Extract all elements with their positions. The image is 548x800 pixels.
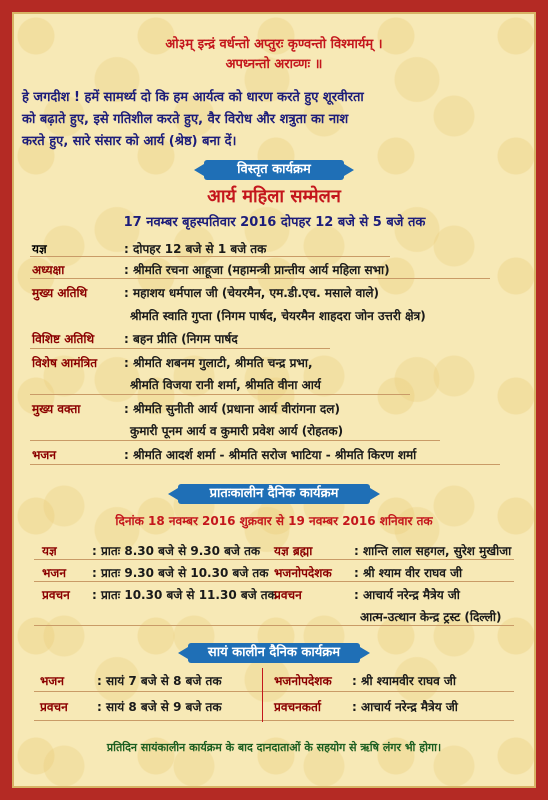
s1-row-1-text: : श्रीमति रचना आहूजा (महामन्त्री प्रान्तीय आर्य महिला सभा): [124, 263, 390, 277]
s1-row-9-text: : श्रीमति आदर्श शर्मा - श्रीमति सरोज भाटिया - श्रीमति किरण शर्मा: [124, 448, 417, 462]
s2-right-2-text: : आचार्य नरेन्द्र मैत्रेय जी: [354, 588, 460, 602]
divider: [34, 625, 514, 626]
s3-left-1-label: प्रवचन: [40, 700, 68, 714]
s2-right-0-text: : शान्ति लाल सहगल, सुरेश मुखीजा: [354, 544, 512, 558]
s1-row-8-text: कुमारी पूनम आर्य व कुमारी प्रवेश आर्य (रोहतक): [130, 424, 344, 438]
divider: [30, 464, 500, 465]
divider: [30, 440, 440, 441]
section1-date: 17 नवम्बर बृहस्पतिवार 2016 दोपहर 12 बजे से 5 बजे तक: [123, 215, 426, 230]
s2-left-0-label: यज्ञ: [42, 544, 57, 558]
s1-row-5-text: : श्रीमति शबनम गुलाटी, श्रीमति चन्द्र प्रभा,: [124, 356, 313, 370]
divider: [34, 559, 514, 560]
intro-line-1: हे जगदीश ! हमें सामर्थ्य दो कि हम आर्यत्व को धारण करते हुए शूरवीरता: [22, 90, 364, 105]
section1-title: आर्य महिला सम्मेलन: [207, 186, 341, 207]
s3-right-1-label: प्रवचनकर्ता: [274, 700, 321, 714]
s1-row-7-label: मुख्य वक्ता: [32, 402, 81, 416]
s1-row-4-text: : बहन प्रीति (निगम पार्षद: [124, 332, 238, 346]
s1-row-0-text: : दोपहर 12 बजे से 1 बजे तक: [124, 242, 267, 256]
s2-right-3-text: आत्म-उत्थान केन्द्र ट्रस्ट (दिल्ली): [360, 610, 502, 624]
s1-row-2-text: : महाशय धर्मपाल जी (चेयरमैन, एम.डी.एच. मसाले वाले): [124, 286, 380, 300]
s2-left-0-text: : प्रातः 8.30 बजे से 9.30 बजे तक: [92, 544, 261, 558]
s2-left-1-label: भजन: [42, 566, 67, 580]
vertical-divider: [262, 668, 263, 722]
divider: [30, 256, 390, 257]
intro-line-3: करते हुए, सारे संसार को आर्य (श्रेष्ठ) बना दें।: [22, 134, 237, 149]
section1-banner: विस्तृत कार्यक्रम: [204, 160, 344, 180]
s3-right-1-text: : आचार्य नरेन्द्र मैत्रेय जी: [352, 700, 458, 714]
s2-left-2-text: : प्रातः 10.30 बजे से 11.30 बजे तक: [92, 588, 277, 602]
divider: [34, 720, 514, 721]
intro-line-2: को बढ़ाते हुए, इसे गतिशील करते हुए, वैर विरोध और शत्रुता का नाश: [22, 112, 349, 127]
divider: [30, 278, 490, 279]
s2-right-0-label: यज्ञ ब्रह्मा: [274, 544, 313, 558]
section2-banner: प्रातःकालीन दैनिक कार्यक्रम: [178, 484, 370, 504]
s1-row-5-label: विशेष आमंत्रित: [32, 356, 98, 370]
s2-left-1-text: : प्रातः 9.30 बजे से 10.30 बजे तक: [92, 566, 269, 580]
s1-row-4-label: विशिष्ट अतिथि: [32, 332, 95, 346]
s1-row-3-text: श्रीमति स्वाति गुप्ता (निगम पार्षद, चेयरमैन शाहदरा जोन उत्तरी क्षेत्र): [130, 309, 426, 323]
s1-row-7-text: : श्रीमति सुनीती आर्य (प्रधाना आर्य वीरांगना दल): [124, 402, 340, 416]
s2-left-2-label: प्रवचन: [42, 588, 70, 602]
s3-right-0-text: : श्री श्यामवीर राघव जी: [352, 674, 456, 688]
divider: [34, 691, 514, 692]
divider: [30, 394, 410, 395]
section2-date: दिनांक 18 नवम्बर 2016 शुक्रवार से 19 नवम्बर 2016 शनिवार तक: [115, 514, 433, 528]
section3-banner: सायं कालीन दैनिक कार्यक्रम: [188, 643, 360, 663]
s2-right-2-label: प्रवचन: [274, 588, 302, 602]
s3-left-0-text: : सायं 7 बजे से 8 बजे तक: [97, 674, 222, 688]
s3-left-0-label: भजन: [40, 674, 65, 688]
s1-row-2-label: मुख्य अतिथि: [32, 286, 88, 300]
invitation-card: [12, 12, 536, 788]
s1-row-9-label: भजन: [32, 448, 57, 462]
s1-row-1-label: अध्यक्षा: [32, 263, 65, 277]
s3-right-0-label: भजनोपदेशक: [274, 674, 332, 688]
s2-right-1-label: भजनोपदेशक: [274, 566, 332, 580]
mantra-line-2: अपध्नन्तो अराव्णः ॥: [225, 57, 323, 72]
divider: [34, 581, 514, 582]
mantra-line-1: ओ३म् इन्द्रं वर्धन्तो अप्तुरः कृण्वन्तो विश्मार्यम् ।: [165, 37, 383, 52]
divider: [30, 348, 330, 349]
s3-left-1-text: : सायं 8 बजे से 9 बजे तक: [97, 700, 222, 714]
s2-right-1-text: : श्री श्याम वीर राघव जी: [354, 566, 463, 580]
s1-row-0-label: यज्ञ: [32, 242, 47, 256]
footer-note: प्रतिदिन सायंकालीन कार्यक्रम के बाद दानदाताओं के सहयोग से ऋषि लंगर भी होगा।: [106, 741, 442, 754]
s1-row-6-text: श्रीमति विजया रानी शर्मा, श्रीमति वीना आर्य: [130, 378, 321, 392]
